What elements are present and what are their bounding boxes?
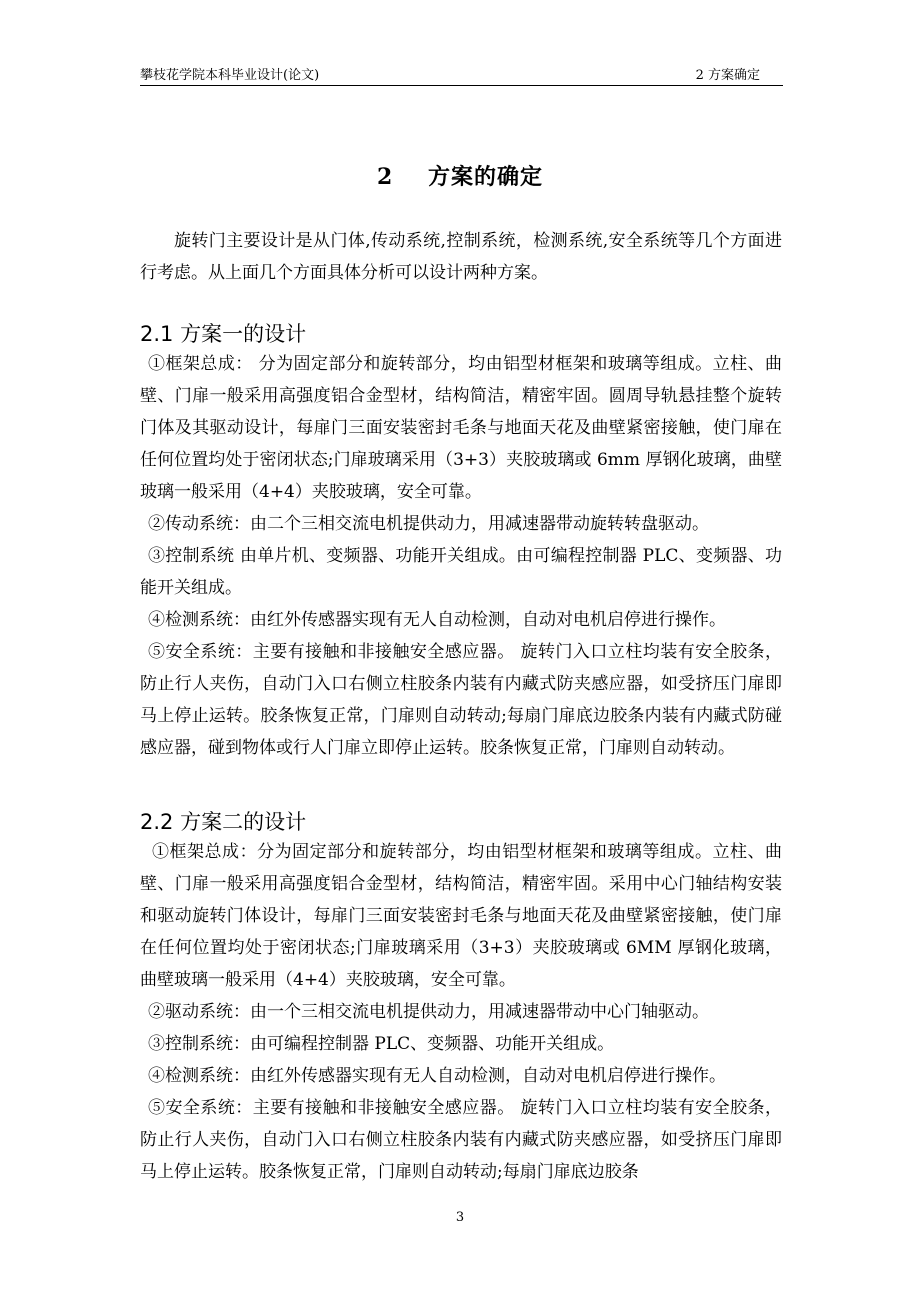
section2-item-1: ①框架总成：分为固定部分和旋转部分，均由铝型材框架和玻璃等组成。立柱、曲壁、门扉一般采用高强度铝合金型材，结构简洁，精密牢固。采用中心门轴结构安装和驱动旋转门体设计，每扉门三面安装密封毛条与地面天花及曲壁紧密接触，使门扉在任何位置均处于密闭状态;门扉玻璃采用（3+3）夹胶玻璃或 6MM 厚钢化玻璃，曲壁玻璃一般采用（4+4）夹胶玻璃，安全可靠。 <box>140 842 782 990</box>
header-thesis-title: 攀枝花学院本科毕业设计(论文) <box>140 68 320 83</box>
section1-item-3: ③控制系统 由单片机、变频器、功能开关组成。由可编程控制器 PLC、变频器、功能开关组成。 <box>140 546 782 598</box>
section-title-2: 2.2 方案二的设计 <box>140 810 307 834</box>
section1-item-1: ①框架总成： 分为固定部分和旋转部分，均由铝型材框架和玻璃等组成。立柱、曲壁、门扉一般采用高强度铝合金型材，结构简洁，精密牢固。圆周导轨悬挂整个旋转门体及其驱动设计，每扉门三面安装密封毛条与地面天花及曲壁紧密接触，使门扉在任何位置均处于密闭状态;门扉玻璃采用（3+3）夹胶玻璃或 6mm 厚钢化玻璃，曲壁玻璃一般采用（4+4）夹胶玻璃，安全可靠。 <box>140 354 782 502</box>
section2-item-2: ②驱动系统：由一个三相交流电机提供动力，用减速器带动中心门轴驱动。 <box>148 1002 709 1022</box>
section2-item-4: ④检测系统：由红外传感器实现有无人自动检测，自动对电机启停进行操作。 <box>148 1066 726 1086</box>
page-number: 3 <box>455 1210 465 1225</box>
header-chapter: 2 方案确定 <box>695 68 760 83</box>
section-title-1: 2.1 方案一的设计 <box>140 322 307 346</box>
section1-item-4: ④检测系统：由红外传感器实现有无人自动检测，自动对电机启停进行操作。 <box>148 610 726 630</box>
chapter-title: 2 方案的确定 <box>377 164 543 190</box>
page-header <box>140 64 780 86</box>
section2-item-3: ③控制系统：由可编程控制器 PLC、变频器、功能开关组成。 <box>148 1034 615 1054</box>
intro-paragraph: 旋转门主要设计是从门体,传动系统,控制系统，检测系统,安全系统等几个方面进行考虑。从上面几个方面具体分析可以设计两种方案。 <box>140 231 782 283</box>
section1-item-5: ⑤安全系统：主要有接触和非接触安全感应器。 旋转门入口立柱均装有安全胶条，防止行人夹伤，自动门入口右侧立柱胶条内装有内藏式防夹感应器，如受挤压门扉即马上停止运转。胶条恢复正常，门扉则自动转动;每扇门扉底边胶条内装有内藏式防碰感应器，碰到物体或行人门扉立即停止运转。胶条恢复正常，门扉则自动转动。 <box>140 642 782 758</box>
section2-item-5: ⑤安全系统：主要有接触和非接触安全感应器。 旋转门入口立柱均装有安全胶条，防止行人夹伤，自动门入口右侧立柱胶条内装有内藏式防夹感应器，如受挤压门扉即马上停止运转。胶条恢复正常，门扉则自动转动;每扇门扉底边胶条 <box>140 1098 782 1182</box>
section1-item-2: ②传动系统：由二个三相交流电机提供动力，用减速器带动旋转转盘驱动。 <box>148 514 709 534</box>
header-rule <box>140 85 783 86</box>
